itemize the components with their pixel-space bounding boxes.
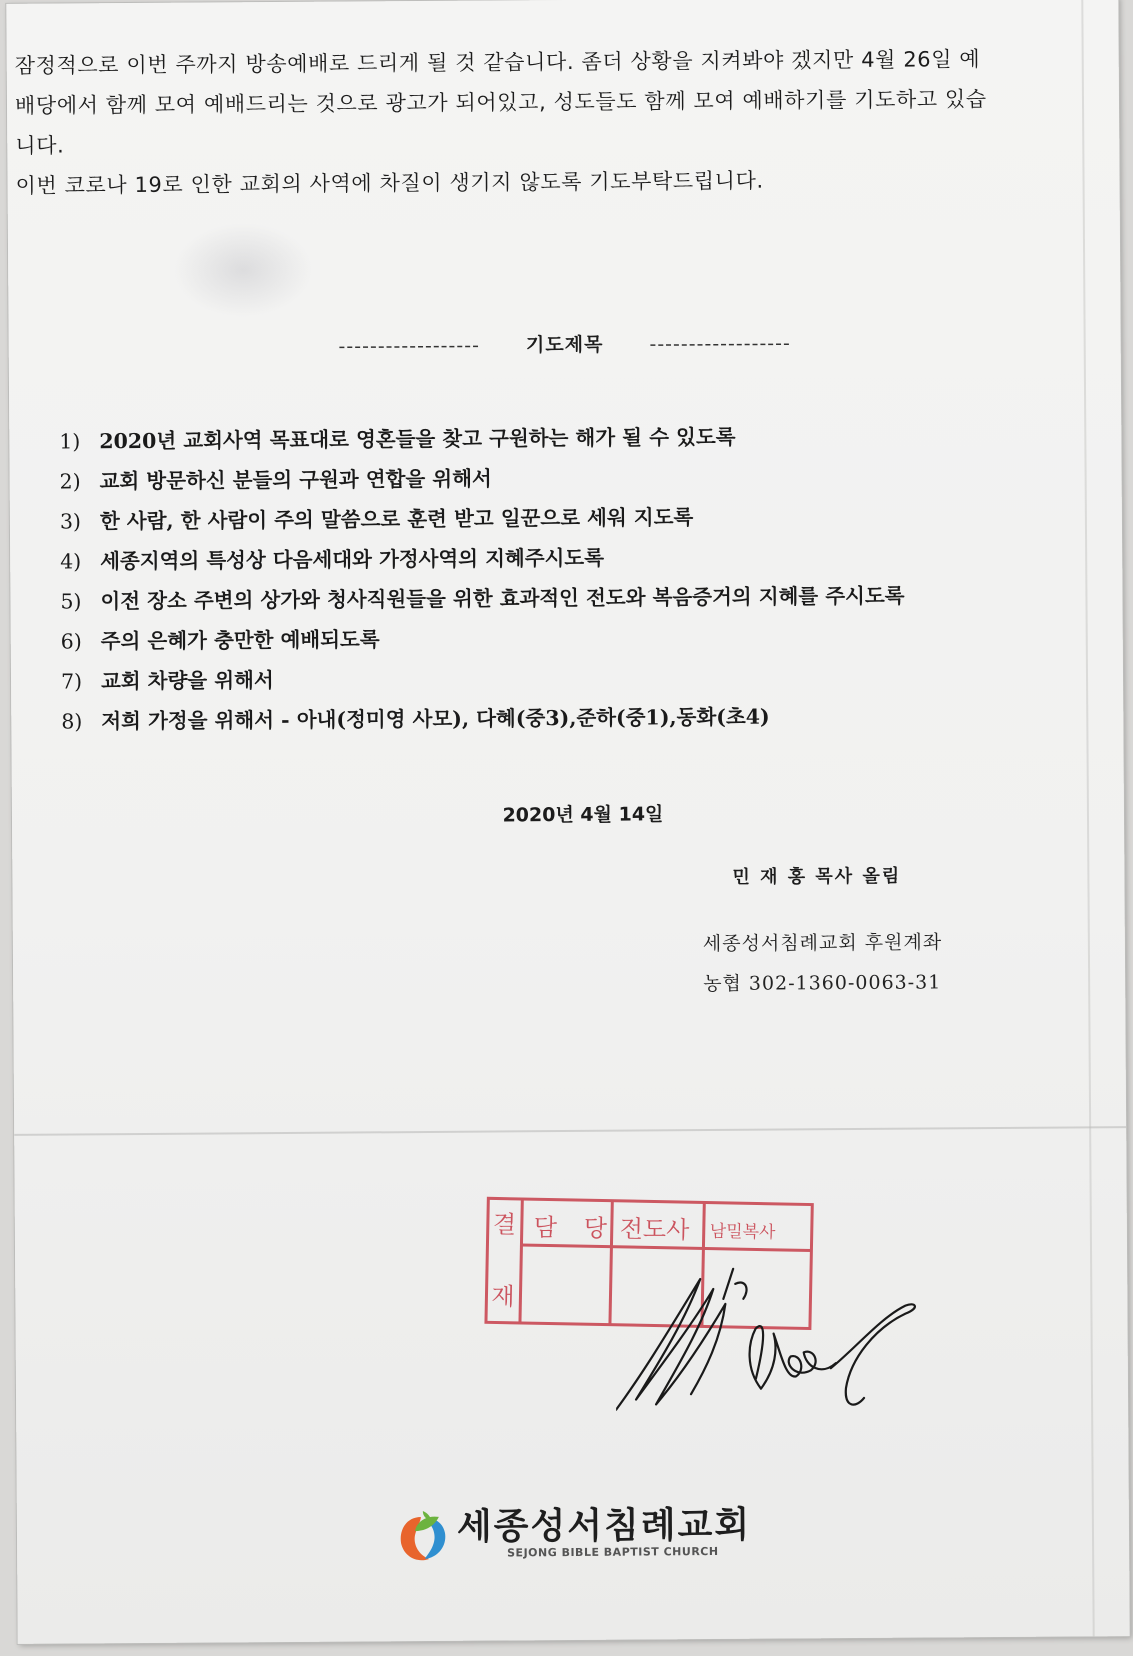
prayer-item: [61, 614, 1071, 661]
prayer-number: 1): [59, 429, 81, 454]
prayer-item: [61, 654, 1071, 701]
paper-smudge: [173, 222, 314, 318]
letter-date: 2020년 4월 14일: [502, 803, 664, 827]
intro-line: 잠정적으로 이번 주까지 방송예배로 드리게 될 것 같습니다. 좀더 상황을 지켜봐야 겠지만 4월 26일 예: [14, 47, 981, 78]
prayer-text: 2020년 교회사역 목표대로 영혼들을 찾고 구원하는 해가 될 수 있도록: [99, 424, 736, 454]
prayer-text: 교회 방문하신 분들의 구원과 연합을 위해서: [99, 466, 492, 494]
stamp-header: 담: [533, 1213, 558, 1242]
church-logo-name: 세종성서침례교회: [456, 1504, 752, 1548]
heading-title: 기도제목: [525, 333, 604, 357]
prayer-number: 4): [60, 549, 82, 574]
stamp-header: 남밀복사: [709, 1221, 776, 1243]
church-logo-icon: [395, 1507, 451, 1565]
prayer-number: 8): [61, 709, 83, 734]
prayer-text: 한 사람, 한 사람이 주의 말씀으로 훈련 받고 일꾼으로 세워 지도록: [99, 505, 694, 534]
prayer-list: [59, 414, 1071, 741]
prayer-number: 5): [60, 589, 82, 614]
intro-paragraph: [15, 38, 1111, 206]
paper-fold-horizontal: [14, 1126, 1126, 1136]
prayer-text: 교회 차량을 위해서: [100, 668, 274, 694]
prayer-item: [59, 454, 1069, 501]
church-logo-english: SEJONG BIBLE BAPTIST CHURCH: [507, 1544, 719, 1560]
prayer-item: [59, 414, 1069, 461]
stamp-side-label: 결: [492, 1210, 517, 1239]
intro-line: 배당에서 함께 모여 예배드리는 것으로 광고가 되어있고, 성도들도 함께 모여 예배하기를 기도하고 있습: [14, 87, 987, 118]
heading-dashes-left: ------------------: [338, 334, 480, 358]
prayer-text: 이전 장소 주변의 상가와 청사직원들을 위한 효과적인 전도와 복음증거의 지혜를 주시도록: [100, 583, 905, 614]
letter-paper: [6, 0, 1129, 1644]
donation-account: [703, 922, 943, 1004]
intro-line: 니다.: [15, 133, 65, 158]
handwritten-signature: [615, 1257, 936, 1419]
prayer-text: 세종지역의 특성상 다음세대와 가정사역의 지혜주시도록: [100, 545, 605, 574]
prayer-number: 6): [60, 629, 82, 654]
church-logo: [395, 1498, 795, 1571]
account-number: 농협 302-1360-0063-31: [703, 971, 942, 996]
section-heading: [9, 326, 1121, 361]
account-label: 세종성서침례교회 후원계좌: [702, 931, 943, 956]
heading-dashes-right: ------------------: [649, 332, 791, 356]
prayer-item: [60, 534, 1070, 581]
stamp-header: 전도사: [619, 1214, 690, 1245]
stamp-side-label: 재: [491, 1282, 515, 1311]
prayer-number: 7): [60, 669, 83, 694]
prayer-number: 2): [59, 469, 81, 494]
prayer-text: 저희 가정을 위해서 - 아내(정미영 사모), 다혜(중3),준하(중1),동화(초4): [101, 704, 770, 734]
prayer-text: 주의 은혜가 충만한 예배되도록: [100, 627, 380, 654]
prayer-item: [61, 694, 1071, 741]
prayer-number: 3): [59, 509, 82, 534]
stamp-header: 당: [583, 1214, 608, 1243]
prayer-item: [60, 574, 1070, 621]
letter-signer: 민 재 홍 목사 올림: [732, 865, 902, 888]
prayer-item: [60, 494, 1070, 541]
intro-line: 이번 코로나 19로 인한 교회의 사역에 차질이 생기지 않도록 기도부탁드립니다.: [15, 168, 764, 198]
